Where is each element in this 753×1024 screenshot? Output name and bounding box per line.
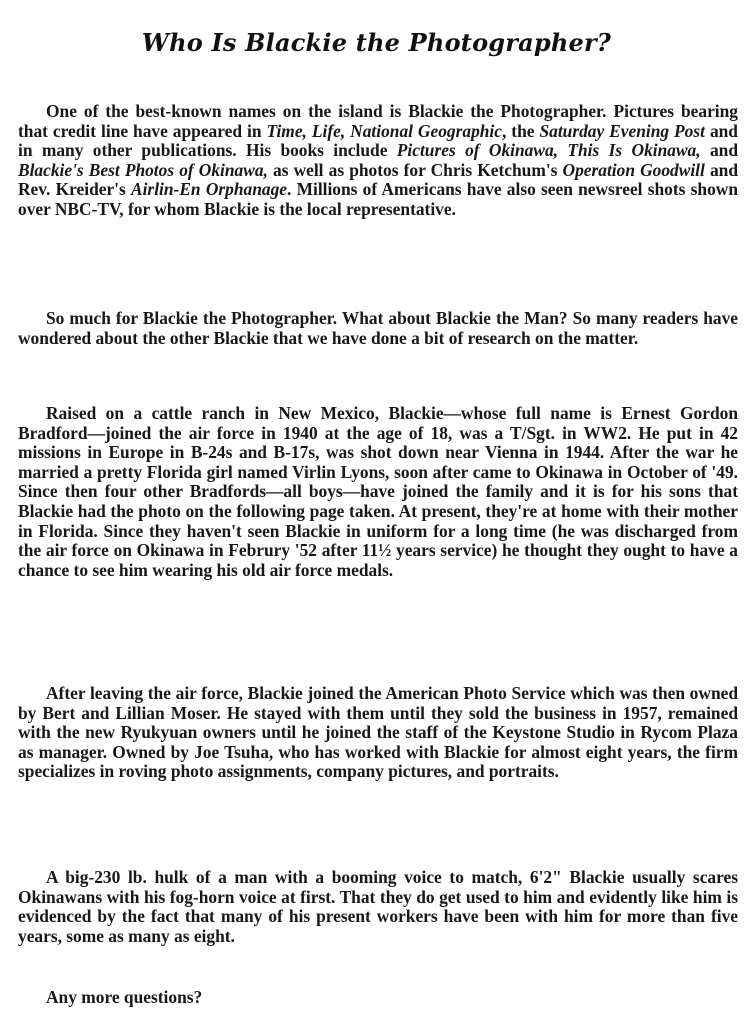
p1-italic-j: Operation Goodwill — [562, 159, 705, 180]
p1-italic-h: Blackie's Best Photos of Okinawa, — [18, 159, 268, 180]
paragraph-career: After leaving the air force, Blackie joined the American Photo Service which was then owned by Bert and Lillian Moser. He stayed with them until they sold the business in 1957, remained with the new Ryukyuan owners until he joined the staff of the Keystone Studio in Rycom Plaza as manager. Owned by Joe Tsuha, who has worked with Blackie for almost eight years, the firm specializes in roving photo assignments, company pictures, and portraits. — [18, 683, 738, 782]
p1-text-e: and in many other publications. His books include — [18, 120, 738, 161]
p1-text-i: as well as photos for Chris Ketchum's — [267, 159, 563, 180]
p1-italic-d: Saturday Evening Post — [539, 120, 705, 141]
paragraph-photographer-credits — [18, 102, 738, 220]
p1-text-k: and Rev. Kreider's — [18, 159, 738, 200]
paragraph-closing-question: Any more questions? — [46, 987, 203, 1007]
p1-text-c: , the — [501, 120, 540, 141]
p1-text-g: and — [700, 140, 739, 161]
paragraph-blackie-the-man: So much for Blackie the Photographer. What about Blackie the Man? So many readers have wondered about the other Blackie that we have done a bit of research on the matter. — [18, 308, 738, 348]
paragraph-biography: Raised on a cattle ranch in New Mexico, Blackie—whose full name is Ernest Gordon Bradford—joined the air force in 1940 at the age of 18, was a T/Sgt. in WW2. He put in 42 missions in Europe in B-24s and B-17s, was shot down near Vienna in 1944. After the war he married a pretty Florida girl named Virlin Lyons, soon after came to Okinawa in October of '49. Since then four other Bradfords—all boys—have joined the family and it is for his sons that Blackie had the photo on the following page taken. At present, they're at home with their mother in Florida. Since they haven't seen Blackie in uniform for a long time (he was discharged from the air force on Okinawa in Februry '52 after 11½ years service) he thought they ought to have a chance to see him wearing his old air force medals. — [18, 403, 738, 580]
p1-text-m: . Millions of Americans have also seen newsreel shots shown over NBC-TV, for whom Blackie is the local representative. — [18, 179, 738, 219]
p1-italic-l: Airlin-En Orphanage — [131, 179, 287, 200]
p1-text-a: One of the best-known names on the island is Blackie the Photographer. Pictures bearing that credit line have appeared in — [18, 101, 738, 141]
p1-italic-b: Time, Life, National Geographic — [266, 120, 502, 141]
p1-italic-f: Pictures of Okinawa, This Is Okinawa, — [396, 140, 701, 161]
article-title: Who Is Blackie the Photographer? — [141, 28, 612, 58]
paragraph-description: A big-230 lb. hulk of a man with a booming voice to match, 6'2" Blackie usually scares Okinawans with his fog-horn voice at first. That they do get used to him and evidently like him is evidenced by the fact that many of his present workers have been with him for more than five years, some as many as eight. — [18, 867, 738, 946]
